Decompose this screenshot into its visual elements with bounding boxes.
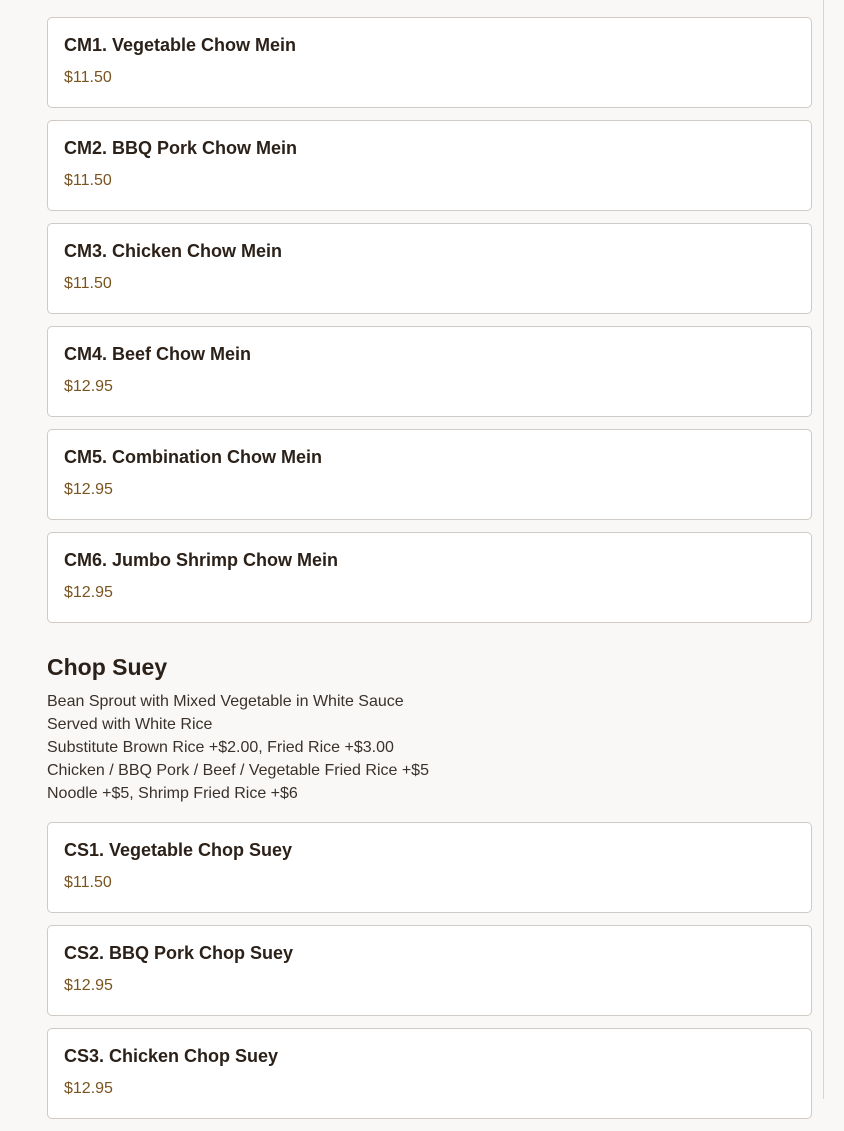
description-line: Noodle +$5, Shrimp Fried Rice +$6 (47, 785, 298, 802)
menu-item-title: CM3. Chicken Chow Mein (64, 241, 283, 261)
menu-item-card-cm6[interactable] (47, 532, 812, 623)
menu-item-price: $12.95 (64, 584, 113, 601)
menu-item-card-cm4[interactable] (47, 326, 812, 417)
description-line: Substitute Brown Rice +$2.00, Fried Rice +$3.00 (47, 739, 394, 756)
page-right-border (823, 0, 824, 1099)
menu-item-price: $12.95 (64, 977, 113, 994)
description-line: Bean Sprout with Mixed Vegetable in White Sauce (47, 693, 404, 710)
menu-item-card-cm5[interactable] (47, 429, 812, 520)
menu-item-card-cs2[interactable] (47, 925, 812, 1016)
description-line: Served with White Rice (47, 716, 213, 733)
menu-item-price: $11.50 (64, 874, 112, 891)
menu-item-title: CM4. Beef Chow Mein (64, 344, 252, 364)
section-description (47, 690, 812, 805)
menu-item-price: $12.95 (64, 1080, 113, 1097)
menu-item-card-cm3[interactable] (47, 223, 812, 314)
menu-item-title: CM6. Jumbo Shrimp Chow Mein (64, 550, 339, 570)
menu-item-card-cs3[interactable] (47, 1028, 812, 1119)
description-line: Chicken / BBQ Pork / Beef / Vegetable Fried Rice +$5 (47, 762, 429, 779)
menu-item-title: CM5. Combination Chow Mein (64, 447, 322, 467)
menu-item-card-cm1[interactable] (47, 17, 812, 108)
menu-item-card-cs1[interactable] (47, 822, 812, 913)
menu-item-price: $11.50 (64, 69, 112, 86)
menu-item-title: CM1. Vegetable Chow Mein (64, 35, 297, 55)
menu-item-price: $12.95 (64, 481, 113, 498)
menu-item-price: $12.95 (64, 378, 113, 395)
menu-item-title: CS2. BBQ Pork Chop Suey (64, 943, 294, 963)
menu-item-title: CM2. BBQ Pork Chow Mein (64, 138, 298, 158)
section-title: Chop Suey (47, 654, 168, 680)
chow-mein-item-list (47, 0, 812, 623)
menu-item-price: $11.50 (64, 275, 112, 292)
menu-item-title: CS1. Vegetable Chop Suey (64, 840, 293, 860)
menu-content (47, 0, 812, 1131)
menu-item-card-cm2[interactable] (47, 120, 812, 211)
menu-item-title: CS3. Chicken Chop Suey (64, 1046, 279, 1066)
menu-item-price: $11.50 (64, 172, 112, 189)
chop-suey-item-list (47, 822, 812, 1119)
chop-suey-section (47, 652, 812, 1119)
